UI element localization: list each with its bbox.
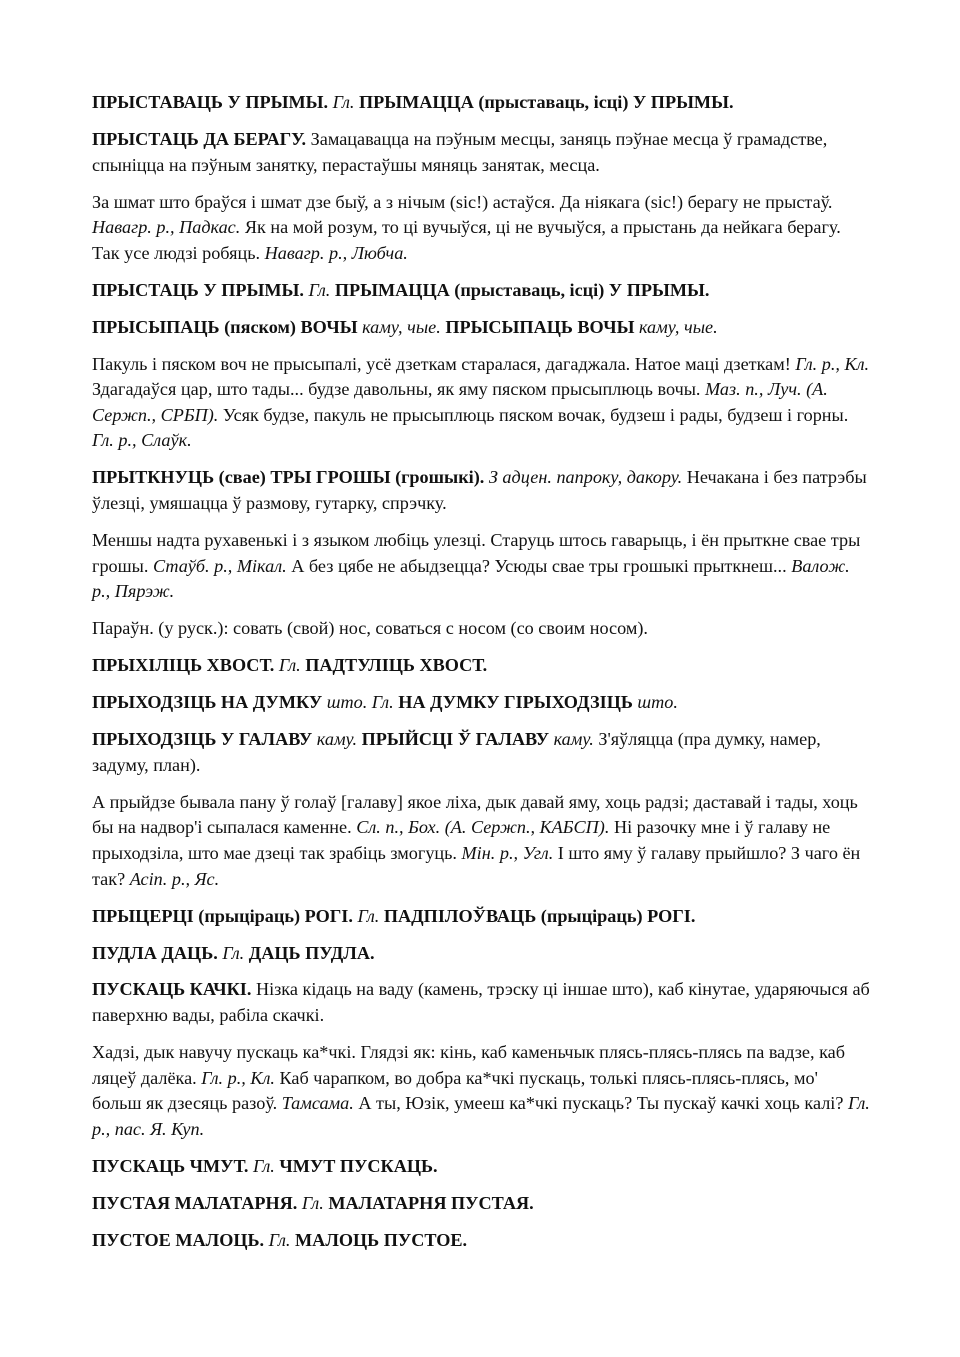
italic-note: Гл. <box>278 655 301 676</box>
headword: ПУСТАЯ МАЛАТАРНЯ. <box>92 1192 298 1213</box>
headword: ПРЫСЫПАЦЬ (пяском) ВОЧЫ <box>92 316 358 337</box>
italic-note: Гл. р., Кл. <box>795 353 870 374</box>
body-text: А ты, Юзік, умееш ка*чкі пускаць? Ты пускаў качкі хоць калі? <box>353 1093 848 1114</box>
headword: ПРЫСТАВАЦЬ У ПРЫМЫ. <box>92 92 329 112</box>
headword: МАЛАТАРНЯ ПУСТАЯ. <box>328 1192 534 1213</box>
headword: ДАЦЬ ПУДЛА. <box>248 942 375 963</box>
entry-paragraph <box>92 1228 870 1254</box>
italic-note: Гл. <box>222 942 245 963</box>
entry-paragraph <box>92 1154 870 1180</box>
headword: ПРЫХІЛІЦЬ ХВОСТ. <box>92 655 275 676</box>
headword: ЧМУТ ПУСКАЦЬ. <box>279 1155 438 1176</box>
body-text: За шмат што браўся і шмат дзе быў, а з нічым (sic!) астаўся. Да ніякага (sic!) берагу не прыстаў. <box>92 191 833 212</box>
headword: ПРЫТКНУЦЬ (свае) ТРЫ ГРОШЫ (грошыкі). <box>92 467 485 488</box>
body-text: Усяк будзе, пакуль не прысыплюць пяском вочак, будзеш і рады, будзеш і горны. <box>218 404 849 425</box>
italic-note: што. <box>637 692 678 713</box>
headword: ПУСКАЦЬ ЧМУТ. <box>92 1155 249 1176</box>
headword: ПУСКАЦЬ КАЧКІ. <box>92 979 252 1000</box>
headword: ПРЫСТАЦЬ У ПРЫМЫ. <box>92 279 304 300</box>
body-text: Параўн. (у руск.): совать (свой) нос, соваться с носом (со своим носом). <box>92 618 648 639</box>
body-text: Нізка кідаць на ваду (камень, трэску ці іншае што), каб кінутае, ударяючыся аб паверхню вады, рабіла скачкі. <box>92 979 870 1026</box>
entry-paragraph <box>92 465 870 516</box>
entry-paragraph <box>92 941 870 967</box>
entry-paragraph <box>92 127 870 178</box>
entry-paragraph <box>92 977 870 1028</box>
comparison-paragraph <box>92 616 870 642</box>
entry-paragraph <box>92 653 870 679</box>
body-text: Здагадаўся цар, што тады... будзе давольны, як яму пяском прысыплюць вочы. <box>92 379 706 400</box>
headword: ПУДЛА ДАЦЬ. <box>92 942 218 963</box>
headword: ПАДТУЛІЦЬ ХВОСТ. <box>305 655 488 676</box>
italic-note: З адцен. папроку, дакору. <box>488 467 683 488</box>
italic-note: Гл. <box>252 1155 275 1176</box>
document-page <box>92 90 870 1265</box>
body-text: Пакуль і пяском воч не прысыпалі, усё дзеткам старалася, дагаджала. Натое маці дзеткам! <box>92 353 796 374</box>
example-paragraph <box>92 352 870 454</box>
body-text: Каб чарапком, во добра ка*чкі пускаць, толькі плясь-плясь-плясь, мо' больш як дзесяць разоў. <box>92 1067 818 1114</box>
headword: МАЛОЦЬ ПУСТОЕ. <box>295 1229 468 1250</box>
italic-note: каму, чые. <box>362 316 441 337</box>
headword: ПРЫМАЦЦА (прыставаць, ісці) У ПРЫМЫ. <box>334 279 710 300</box>
body-text: А без цябе не абыдзецца? Усюды свае тры грошыкі прыткнеш... <box>286 555 792 576</box>
italic-note: Асіп. р., Яс. <box>129 868 220 889</box>
italic-note: Гл. <box>332 92 355 112</box>
body-text: З'яўляцца (пра думку, намер, задуму, план). <box>92 729 821 775</box>
italic-note: Навагр. р., Любча. <box>264 242 408 263</box>
italic-note: Маз. п., Луч. (А. Сержп., СРБП). <box>92 379 828 425</box>
italic-note: Тамсама. <box>281 1093 354 1114</box>
example-paragraph <box>92 790 870 892</box>
italic-note: каму, чые. <box>639 316 718 337</box>
example-paragraph <box>92 1040 870 1142</box>
entry-paragraph <box>92 315 870 341</box>
body-text: Хадзі, дык навучу пускаць ка*чкі. Глядзі як: кінь, каб каменьчык плясь-плясь-плясь па вадзе, каб ляцеў далёка. <box>92 1042 845 1088</box>
italic-note: Гл. р., Кл. <box>201 1067 275 1088</box>
body-text: І што яму ў галаву прыйшло? З чаго ён так? <box>92 842 861 889</box>
italic-note: Мін. р., Угл. <box>461 842 554 863</box>
headword: ПРЫСЫПАЦЬ ВОЧЫ <box>445 316 635 337</box>
italic-note: Навагр. р., Падкас. <box>92 217 241 238</box>
italic-note: што. Гл. <box>326 692 394 713</box>
italic-note: Гл. <box>357 905 380 926</box>
italic-note: каму. <box>316 729 358 750</box>
headword: ПРЫСТАЦЬ ДА БЕРАГУ. <box>92 128 307 149</box>
italic-note: Валож. р., Пярэж. <box>92 555 850 602</box>
entry-paragraph <box>92 690 870 716</box>
example-paragraph <box>92 528 870 605</box>
headword: ПАДПІЛОЎВАЦЬ (прыціраць) РОГІ. <box>383 905 696 926</box>
headword: ПРЫЙСЦІ Ў ГАЛАВУ <box>361 729 550 750</box>
body-text: Меншы надта рухавенькі і з языком любіць улезці. Старуць штось гаварыць, і ён прыткне свае тры грошы. <box>92 530 861 576</box>
headword: ПРЫЦЕРЦІ (прыціраць) РОГІ. <box>92 905 353 926</box>
headword: ПУСТОЕ МАЛОЦЬ. <box>92 1229 265 1250</box>
italic-note: Гл. р., Слаўк. <box>92 430 192 451</box>
entry-paragraph <box>92 278 870 304</box>
italic-note: Гл. <box>301 1192 324 1213</box>
body-text: Нечакана і без патрэбы ўлезці, умяшацца ў размову, гутарку, спрэчку. <box>92 467 867 514</box>
headword: ПРЫХОДЗІЦЬ У ГАЛАВУ <box>92 729 313 750</box>
italic-note: Гл. <box>308 279 331 300</box>
example-paragraph <box>92 190 870 267</box>
headword: ПРЫМАЦЦА (прыставаць, ісці) У ПРЫМЫ. <box>358 92 734 112</box>
body-text: А прыйдзе бывала пану ў голаў [галаву] якое ліха, дык давай яму, хоць радзі; даставай і тады, хоць бы на надвор'і сыпалася каменне. <box>92 791 858 838</box>
body-text: Замацавацца на пэўным месцы, заняць пэўнае месца ў грамадстве, спыніцца на пэўным занятку, перастаўшы мяняць занятак, месца. <box>92 128 828 175</box>
italic-note: Гл. <box>268 1229 291 1250</box>
body-text: Ні разочку мне і ў галаву не прыходзіла, што мае дзеці так зрабіць змогуць. <box>92 817 831 863</box>
body-text: Як на мой розум, то ці вучыўся, ці не вучыўся, а прыстань да нейкага берагу. Так усе людзі робяць. <box>92 217 841 263</box>
italic-note: Сл. п., Бох. (А. Сержп., КАБСП). <box>356 817 610 838</box>
headword: НА ДУМКУ ГІРЫХОДЗІЦЬ <box>398 692 633 713</box>
entry-paragraph <box>92 1191 870 1217</box>
italic-note: Стаўб. р., Мікал. <box>152 555 287 576</box>
entry-paragraph <box>92 904 870 930</box>
entry-paragraph <box>92 727 870 778</box>
entry-paragraph <box>92 90 870 116</box>
italic-note: каму. <box>553 729 594 750</box>
headword: ПРЫХОДЗІЦЬ НА ДУМКУ <box>92 692 323 713</box>
italic-note: Гл. р., пас. Я. Куп. <box>92 1093 870 1139</box>
